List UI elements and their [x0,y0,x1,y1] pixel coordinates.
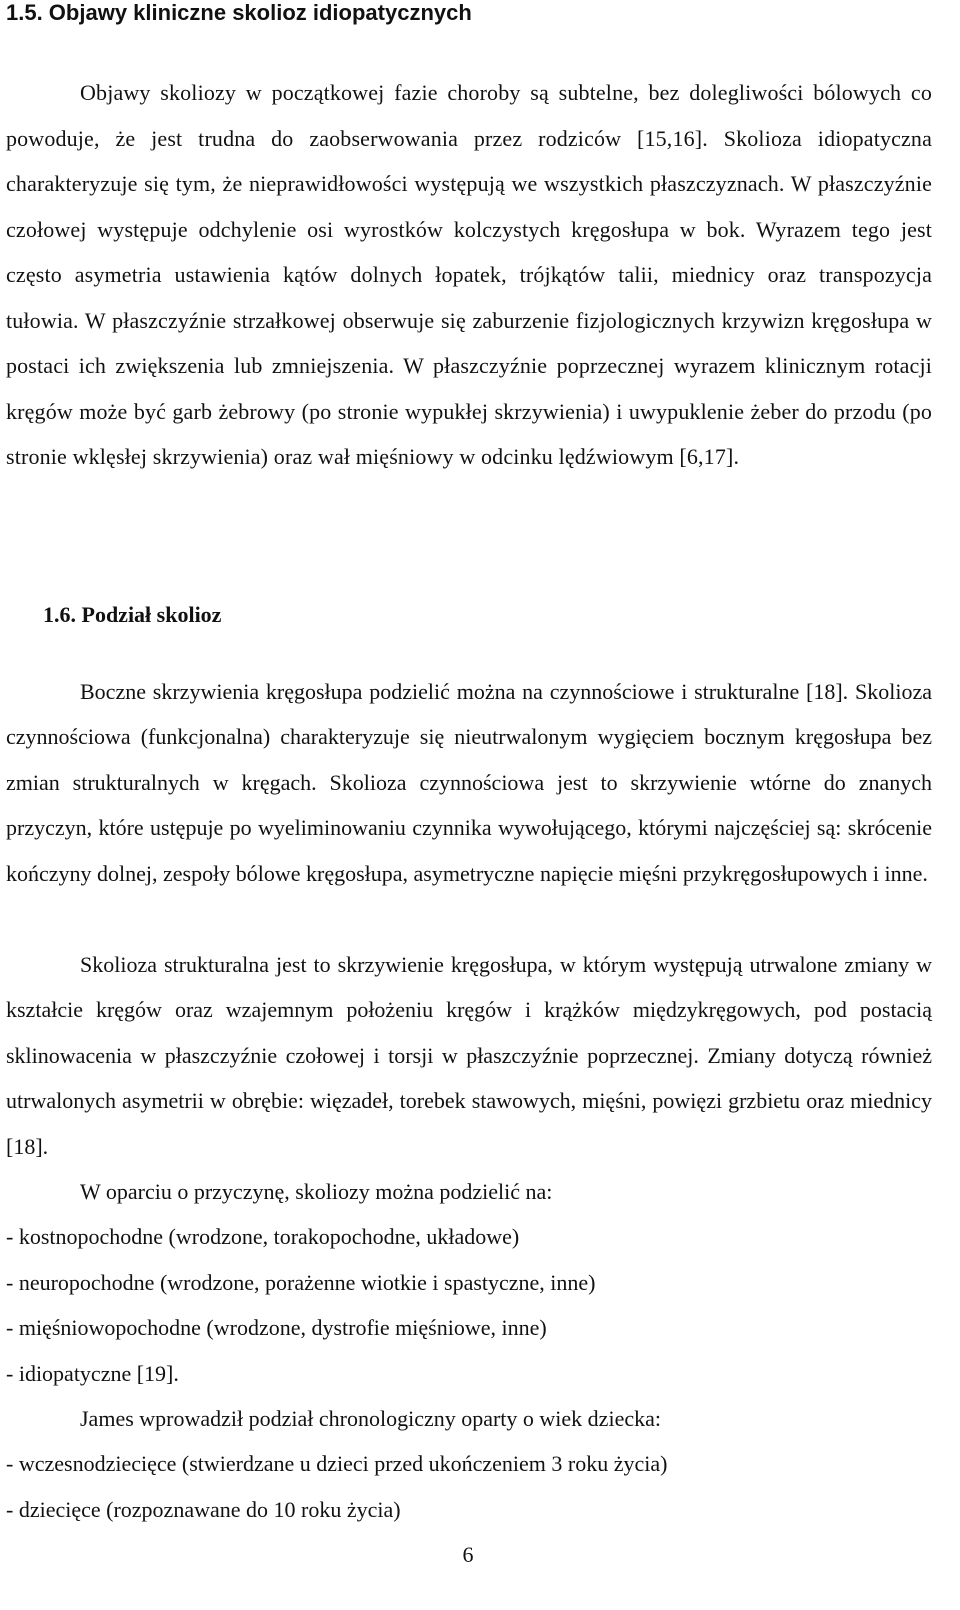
section-heading-1-6: 1.6. Podział skolioz [43,602,222,627]
paragraph-clinical-symptoms: Objawy skoliozy w początkowej fazie choroby są subtelne, bez dolegliwości bólowych co powoduje, że jest trudna do zaobserwowania przez rodziców [15,16]. Skolioza idiopatyczna charakteryzuje się tym, że nieprawidłowości występują we wszystkich płaszczyznach. W płaszczyźnie czołowej występuje odchylenie osi wyrostków kolczystych kręgosłupa w bok. Wyrazem tego jest często asymetria ustawienia kątów dolnych łopatek, trójkątów talii, miednicy oraz transpozycja tułowia. W płaszczyźnie strzałkowej obserwuje się zaburzenie fizjologicznych krzywizn kręgosłupa w postaci ich zwiększenia lub zmniejszenia. W płaszczyźnie poprzecznej wyrazem klinicznym rotacji kręgów może być garb żebrowy (po stronie wypukłej skrzywienia) i uwypuklenie żeber do przodu (po stronie wklęsłej skrzywienia) oraz wał mięśniowy w odcinku lędźwiowym [6,17]. [6,80,932,469]
section-heading-1-5: 1.5. Objawy kliniczne skolioz idiopatycznych [6,0,472,25]
list-item: - dziecięce (rozpoznawane do 10 roku życia) [6,1497,401,1522]
list-item: - kostnopochodne (wrodzone, torakopochodne, układowe) [6,1224,520,1249]
paragraph-functional-scoliosis: Boczne skrzywienia kręgosłupa podzielić można na czynnościowe i strukturalne [18]. Skolioza czynnościowa (funkcjonalna) charakteryzuje się nieutrwalonym wygięciem bocznym kręgosłupa bez zmian strukturalnych w kręgach. Skolioza czynnościowa jest to skrzywienie wtórne do znanych przyczyn, które ustępuje po wyeliminowaniu czynnika wywołującego, którymi najczęściej są: skrócenie kończyny dolnej, zespoły bólowe kręgosłupa, asymetryczne napięcie mięśni przykręgosłupowych i inne. [6,679,932,886]
list-item: - idiopatyczne [19]. [6,1361,179,1386]
list-item: - mięśniowopochodne (wrodzone, dystrofie mięśniowe, inne) [6,1315,547,1340]
page-number: 6 [462,1542,474,1567]
cause-list-intro: W oparciu o przyczynę, skoliozy można podzielić na: [80,1179,553,1204]
chronological-list-intro: James wprowadził podział chronologiczny oparty o wiek dziecka: [80,1406,661,1431]
paragraph-structural-scoliosis: Skolioza strukturalna jest to skrzywienie kręgosłupa, w którym występują utrwalone zmiany w kształcie kręgów oraz wzajemnym położeniu kręgów i krążków międzykręgowych, pod postacią sklinowacenia w płaszczyźnie czołowej i torsji w płaszczyźnie poprzecznej. Zmiany dotyczą również utrwalonych asymetrii w obrębie: więzadeł, torebek stawowych, mięśni, powięzi grzbietu oraz miednicy [18]. [6,952,932,1159]
list-item: - wczesnodziecięce (stwierdzane u dzieci przed ukończeniem 3 roku życia) [6,1451,668,1476]
list-item: - neuropochodne (wrodzone, porażenne wiotkie i spastyczne, inne) [6,1270,596,1295]
